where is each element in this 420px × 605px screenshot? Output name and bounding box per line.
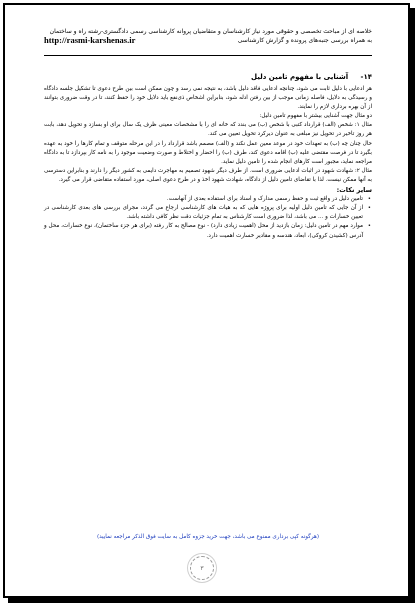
paragraph-example-2: مثال ۲: شهادت شهود در اثبات ادعایی ضروری است. از طرف دیگر شهود تصمیم به مهاجرت دایمی به کشور دیگر را دارند و بنابراین دسترسی به آنها ممکن نیست. لذا با تقاضای تامین دلیل از دادگاه، شهادت شهود اخذ و در طرح دعوی اصلی، مورد استفاده متقاضی قرار می گیرد. bbox=[44, 167, 372, 183]
header-divider bbox=[44, 55, 372, 56]
other-points-heading: سایر نکات: bbox=[336, 186, 372, 195]
paragraph-example-1: مثال ۱: شخص (الف) قرارداد کتبی با شخص (ب) می بندد که خانه ای را با مشخصات معینی ظرف یک سال برای او بسازد و تحویل دهد، بابت هر روز تاخیر در تحویل نیز مبلغی به عنوان دیرکرد تحویل تعیین می کند. bbox=[44, 122, 372, 138]
section-title: آشنایی با مفهوم تامین دلیل bbox=[251, 73, 349, 81]
paragraph-example-1-continued: حال چنان چه (ب) به تعهدات خود در موعد معین عمل نکند و (الف) مصمم باشد قرارداد را در این مرحله متوقف و تمام کارها را خود به عهده بگیرد تا در فرصت مقتضی علیه (ب) اقامه دعوی کند، طرف (ب) را احضار و اختلاط و صورت وضعیت موجود را به نامه کار بپردازد تا به دادگاه مراجعه نماید، مجبور است کارهای انجام شده را تامین دلیل نماید. bbox=[44, 140, 372, 165]
section-number: ۱۴- bbox=[360, 73, 372, 81]
bullet-item: • موارد مهم در تامین دلیل: زمان بازدید از محل (اهمیت زیادی دارد) - نوع مصالح به کار رفته (برای هر جزء ساختمان)، نوع خسارات، محل و آدرس (کشیدن کروکی)، ابعاد، هندسه و مقادیر خسارت اهمیت دارد. bbox=[44, 222, 372, 240]
main-content bbox=[44, 72, 372, 241]
header-title: خلاصه ای از مباحث تخصصی و حقوقی مورد نیاز کارشناسان و متقاضیان پروانه کارشناسی رسمی دادگستری-رشته راه و ساختمان bbox=[49, 28, 372, 35]
bullet-item: • از آن جایی که تامین دلیل اولیه برای پروژه هایی که به هیات های کارشناسی ارجاع می گردد، مجرای بررسی های بعدی کارشناسی در تعیین خسارات و ... می باشد، لذا ضروری است کارشناس به تمام جزئیات دقت نظر کافی داشته باشد. bbox=[44, 204, 372, 222]
page-shadow-bottom bbox=[8, 596, 415, 603]
bullet-item: • تامین دلیل در واقع ثبت و حفظ رسمی مدارک و اسناد برای استفاده بعدی از آنهاست. bbox=[44, 195, 372, 204]
page-shadow-right bbox=[408, 8, 415, 598]
copyright-notice: (هرگونه کپی برداری ممنوع می باشد، جهت خرید جزوه کامل به سایت فوق الذکر مراجعه نمایید) bbox=[96, 534, 320, 540]
paragraph-examples-intro: دو مثال جهت آشنایی بیشتر با مفهوم تامین دلیل: bbox=[259, 113, 372, 120]
page-header bbox=[44, 28, 372, 45]
section-heading bbox=[44, 72, 372, 83]
page-number: ۳ bbox=[200, 564, 204, 572]
paragraph-intro: هر ادعایی با دلیل ثابت می شود، چنانچه ادعایی فاقد دلیل باشد، به نتیجه نمی رسد و چون ممکن است بین طرح دعوی تا تشکیل جلسه دادگاه و رسیدگی به دلایل، فاصله زمانی موجب از بین رفتن ادله شود، بنابراین اشخاص ذی‌نفع باید دلایل خود را حفظ کنند، تا در وقت ضروری بتوانند از آن بهره برداری لازم را نمایند. bbox=[44, 86, 372, 111]
page-number-badge bbox=[190, 556, 214, 580]
header-subtitle: به همراه بررسی جنبه‌های پرونده و گزارش کارشناسی bbox=[237, 36, 372, 44]
header-url-link[interactable]: http://rasmi-karshenas.ir bbox=[44, 35, 136, 45]
